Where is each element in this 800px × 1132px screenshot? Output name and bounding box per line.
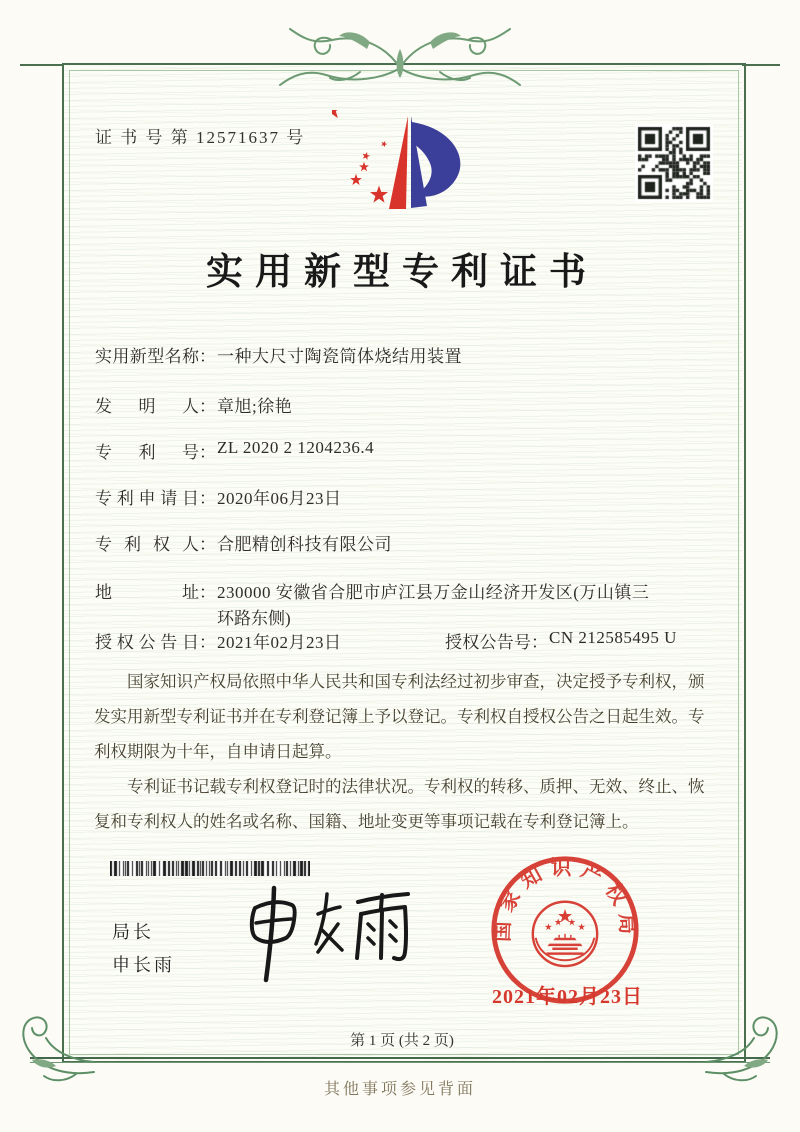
field-value: 一种大尺寸陶瓷筒体烧结用装置 xyxy=(217,347,462,366)
field-address: 地址：230000 安徽省合肥市庐江县万金山经济开发区(万山镇三 xyxy=(95,578,649,603)
field-label: 专利号 xyxy=(95,443,199,462)
field-filing-date: 专利申请日：2020年06月23日 xyxy=(95,484,342,509)
certificate-title: 实用新型专利证书 xyxy=(206,252,598,293)
certificate-number: 证 书 号 第 12571637 号 xyxy=(95,128,306,147)
qr-code xyxy=(635,124,713,202)
field-label: 授权公告日 xyxy=(95,633,199,652)
field-label: 实用新型名称 xyxy=(95,347,199,366)
field-inventor: 发明人：章旭;徐艳 xyxy=(95,392,292,417)
footer-note: 其他事项参见背面 xyxy=(323,1081,476,1098)
legal-paragraph-1: 国家知识产权局依照中华人民共和国专利法经过初步审查，决定授予专利权，颁发实用新型专利证书并在专利登记簿上予以登记。专利权自授权公告之日起生效。专利权期限为十年，自申请日起算。 xyxy=(94,672,705,761)
legal-paragraph-2: 专利证书记载专利权登记时的法律状况。专利权的转移、质押、无效、终止、恢复和专利权人的姓名或名称、国籍、地址变更等事项记载在专利登记簿上。 xyxy=(94,777,705,831)
national-emblem xyxy=(533,902,597,966)
field-name: 实用新型名称：一种大尺寸陶瓷筒体烧结用装置 xyxy=(95,342,462,367)
field-value: CN 212585495 U xyxy=(549,628,677,647)
field-value: 合肥精创科技有限公司 xyxy=(217,535,392,554)
director-signature xyxy=(230,878,420,988)
field-label: 专利权人 xyxy=(95,535,199,554)
barcode xyxy=(110,861,310,876)
seal-text: 国家知识产权局 xyxy=(491,857,639,943)
field-value: 2020年06月23日 xyxy=(217,489,342,508)
field-label: 发明人 xyxy=(95,397,199,416)
field-patent-number: 专利号：ZL 2020 2 1204236.4 xyxy=(95,438,375,462)
logo-red-spire xyxy=(389,116,408,209)
field-value: 230000 安徽省合肥市庐江县万金山经济开发区(万山镇三 xyxy=(217,583,650,602)
field-value: ZL 2020 2 1204236.4 xyxy=(217,438,375,457)
director-name: 申长雨 xyxy=(112,955,175,975)
field-grant-date: 授权公告日：2021年02月23日 xyxy=(95,628,342,653)
cnipa-logo xyxy=(332,110,482,228)
field-value: 章旭;徐艳 xyxy=(217,397,293,416)
field-grant-number: 授权公告号：CN 212585495 U xyxy=(445,628,677,652)
field-patentee: 专利权人：合肥精创科技有限公司 xyxy=(95,530,392,555)
bottom-border-line xyxy=(30,1057,770,1063)
top-border-extension-left xyxy=(20,64,64,66)
field-address-line2: 环路东侧) xyxy=(217,609,291,628)
svg-text:国家知识产权局 xyxy=(491,857,639,943)
director-title: 局长 xyxy=(112,922,154,942)
field-label: 地址 xyxy=(95,583,199,602)
top-flourish-ornament xyxy=(270,26,530,98)
seal-date: 2021年02月23日 xyxy=(492,986,643,1008)
field-label: 专利申请日 xyxy=(95,489,199,508)
field-label: 授权公告号 xyxy=(445,633,531,652)
page-number: 第 1 页 (共 2 页) xyxy=(350,1033,454,1049)
field-value: 2021年02月23日 xyxy=(217,633,342,652)
legal-text xyxy=(94,664,718,839)
top-border-extension-right xyxy=(742,64,780,66)
